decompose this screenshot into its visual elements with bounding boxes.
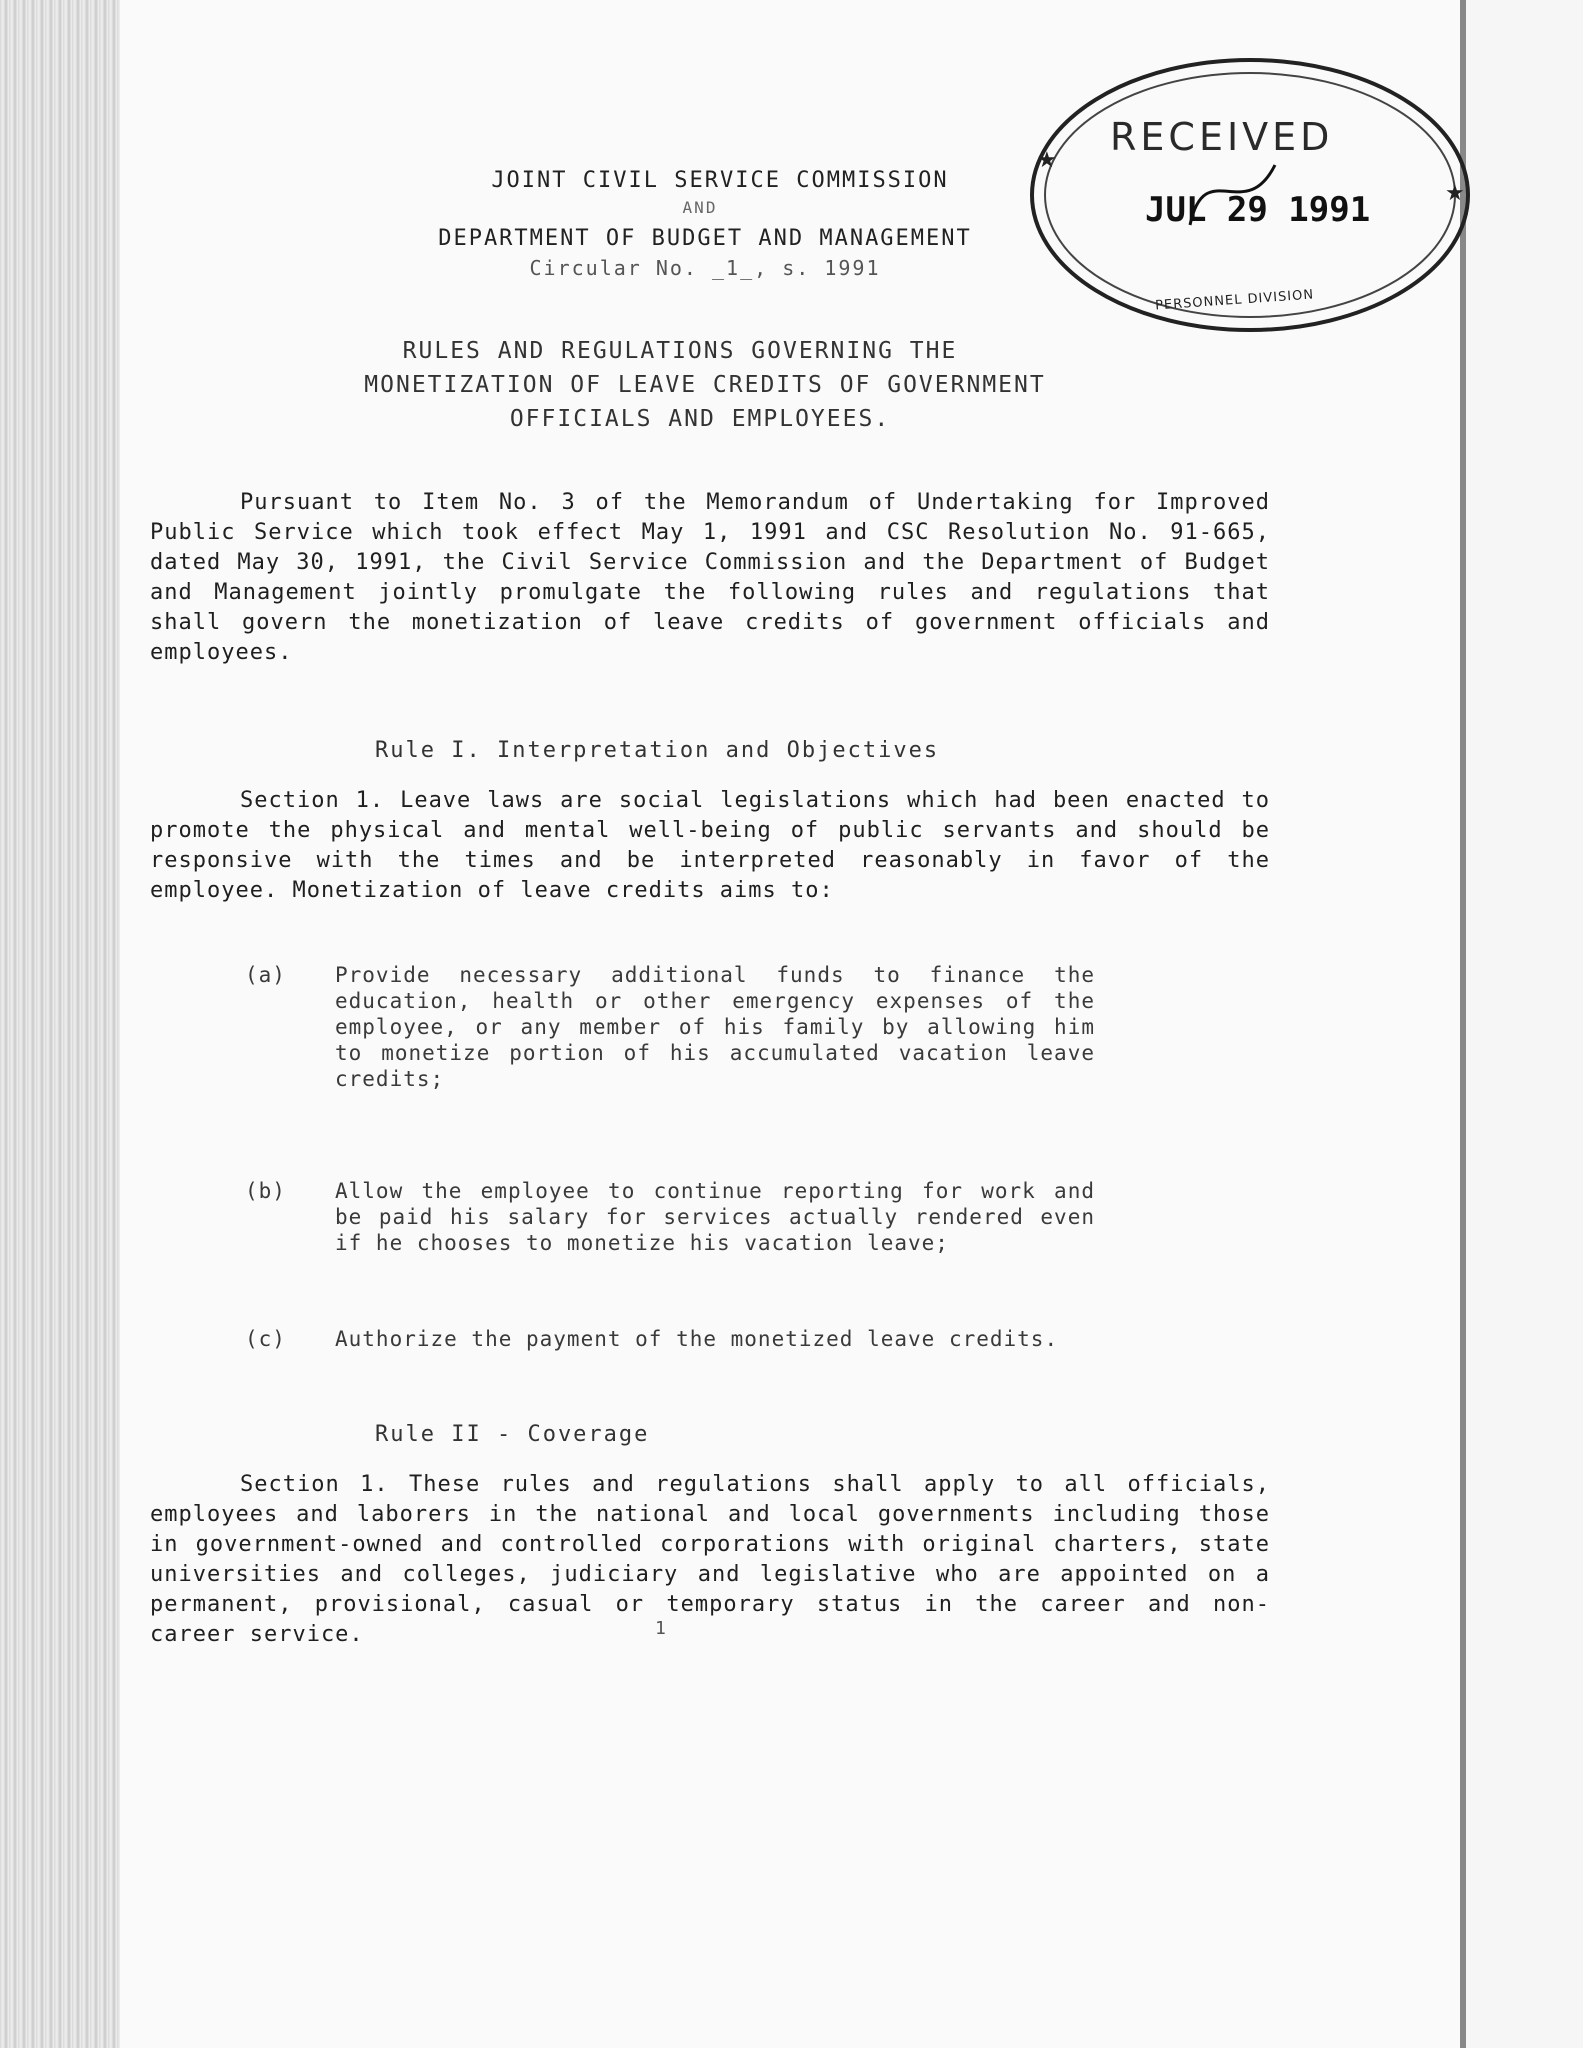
svg-text:★: ★	[1037, 148, 1057, 173]
list-item	[245, 962, 1095, 1092]
stamp-date: JUL 29 1991	[1145, 190, 1371, 230]
title-line-3: OFFICIALS AND EMPLOYEES.	[509, 406, 891, 432]
received-stamp	[1015, 55, 1475, 355]
scan-binding-strip	[0, 0, 120, 2048]
header-line-1: JOINT CIVIL SERVICE COMMISSION	[491, 168, 949, 193]
header-line-3: DEPARTMENT OF BUDGET AND MANAGEMENT	[438, 226, 972, 251]
rule-2-heading: Rule II - Coverage	[375, 1422, 650, 1447]
list-item	[245, 1326, 1095, 1352]
item-text: Allow the employee to continue reporting for work and be paid his salary for services actually rendered even if he chooses to monetize his vacation leave;	[335, 1179, 1095, 1255]
rule-2-section-1	[150, 1470, 1270, 1650]
list-item	[245, 1178, 1095, 1256]
rule-1-section-1-text: Section 1. Leave laws are social legislations which had been enacted to promote the physical and mental well-being of public servants and should be responsive with the times and be interpreted reasonably in favor of the employee. Monetization of leave credits aims to:	[150, 788, 1270, 903]
circular-number: Circular No. _1_, s. 1991	[529, 256, 881, 280]
rule-2-section-1-text: Section 1. These rules and regulations shall apply to all officials, employees and laborers in the national and local governments including those in government-owned and controlled corporations with original charters, state universities and colleges, judiciary and legislative who are appointed on a permanent, provisional, casual or temporary status in the career and non-career service.	[150, 1472, 1270, 1647]
stamp-division: PERSONNEL DIVISION	[1154, 287, 1315, 314]
item-label: (c)	[245, 1327, 286, 1351]
intro-paragraph	[150, 488, 1270, 668]
svg-text:★: ★	[1445, 181, 1465, 206]
item-text: Provide necessary additional funds to finance the education, health or other emergency expenses of the employee, or any member of his family by allowing him to monetize portion of his accumulated vacation leave credits;	[335, 963, 1095, 1091]
right-margin	[1466, 0, 1583, 2048]
title-line-1: RULES AND REGULATIONS GOVERNING THE	[402, 338, 958, 364]
item-text: Authorize the payment of the monetized leave credits.	[335, 1327, 1059, 1351]
intro-text: Pursuant to Item No. 3 of the Memorandum of Undertaking for Improved Public Service which took effect May 1, 1991 and CSC Resolution No. 91-665, dated May 30, 1991, the Civil Service Commission and the Department of Budget and Management jointly promulgate the following rules and regulations that shall govern the monetization of leave credits of government officials and employees.	[150, 490, 1270, 665]
rule-1-heading: Rule I. Interpretation and Objectives	[375, 738, 940, 763]
header-line-2: AND	[682, 198, 718, 217]
item-label: (b)	[245, 1179, 286, 1203]
title-line-2: MONETIZATION OF LEAVE CREDITS OF GOVERNMENT	[364, 372, 1046, 398]
page-number: 1	[655, 1618, 666, 1639]
stamp-label: RECEIVED	[1110, 115, 1334, 159]
rule-1-section-1	[150, 786, 1270, 906]
item-label: (a)	[245, 963, 286, 987]
